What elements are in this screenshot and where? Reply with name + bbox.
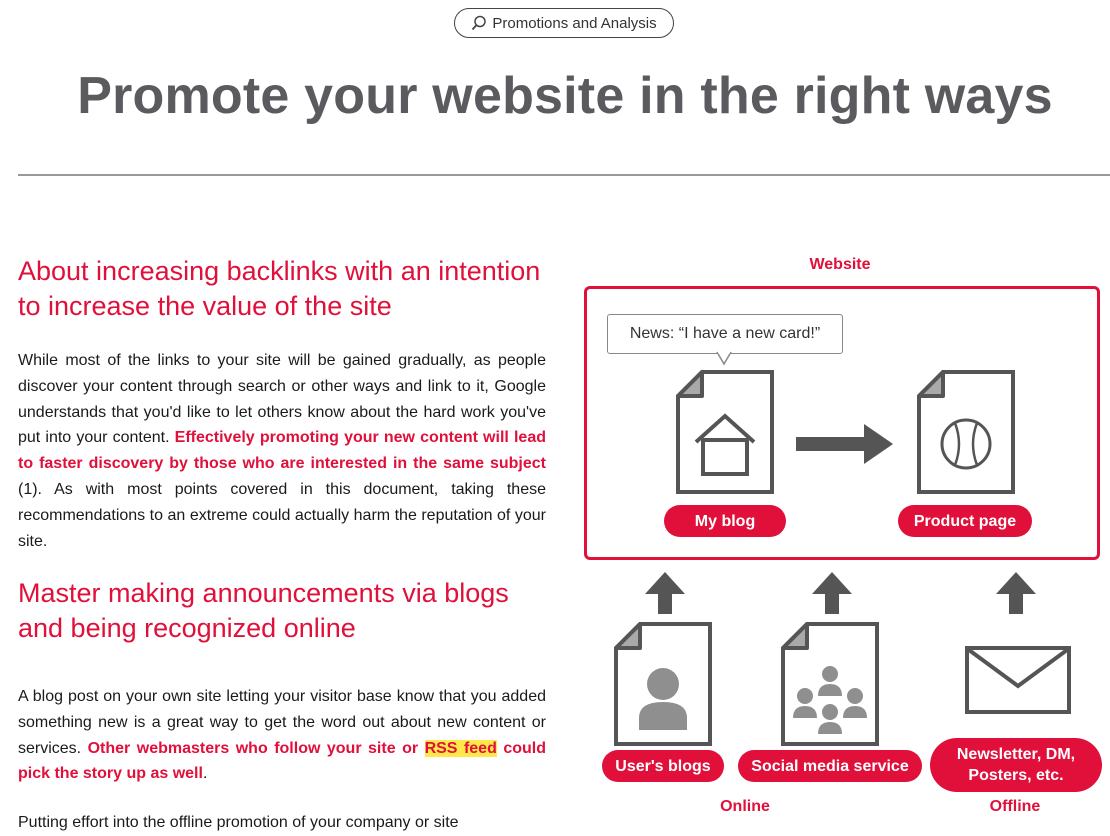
blog-home-icon [676, 370, 774, 494]
users-blogs-badge: User's blogs [602, 750, 724, 782]
section1-heading: About increasing backlinks with an intention to increase the value of the site [18, 256, 541, 321]
website-label: Website [809, 256, 871, 273]
product-page-icon [917, 370, 1015, 494]
section1-highlight: Effectively promoting your new content will lead to faster discovery by those who are interested in the same subject [18, 429, 546, 473]
offline-label: Offline [989, 798, 1041, 815]
arrow-up-icon [812, 572, 852, 614]
social-media-badge: Social media service [738, 750, 922, 782]
product-page-badge: Product page [898, 505, 1032, 537]
page-title: Promote your website in the right ways [77, 67, 1053, 125]
search-icon [471, 15, 487, 31]
online-label: Online [720, 798, 770, 815]
user-document-icon [614, 622, 712, 746]
section2-cut-line: Putting effort into the offline promotion of your company or site [18, 814, 459, 831]
arrow-up-icon [645, 572, 685, 614]
news-bubble: News: “I have a new card!” [607, 314, 843, 354]
arrow-up-icon [996, 572, 1036, 614]
divider [18, 174, 1110, 176]
bubble-tail [717, 352, 731, 366]
arrow-right-icon [796, 424, 894, 464]
my-blog-badge: My blog [664, 505, 786, 537]
group-document-icon [781, 622, 879, 746]
envelope-icon [965, 646, 1071, 714]
category-tag[interactable] [454, 8, 674, 38]
rss-feed-highlight: RSS feed [424, 739, 497, 757]
section1-paragraph: While most of the links to your site will be gained gradually, as people discover your content through search or other ways and link to it, Google understands that you'd like to let others know about the hard work you've put into your content. Effectively promoting your new content will lead to faster discovery by those who are interested in the same subject (1). As with most points covered in this document, taking these recommendations to an extreme could actually harm the reputation of your site. [18, 352, 546, 550]
newsletter-badge: Newsletter, DM, Posters, etc. [930, 738, 1102, 792]
section2-heading: Master making announcements via blogs and being recognized online [18, 578, 509, 643]
section2-paragraph: A blog post on your own site letting your visitor base know that you added something new is a great way to get the word out about new content or services. Other webmasters who follow your site or RSS feed could pick the story up as well. [18, 688, 547, 783]
category-tag-label: Promotions and Analysis [492, 14, 657, 32]
